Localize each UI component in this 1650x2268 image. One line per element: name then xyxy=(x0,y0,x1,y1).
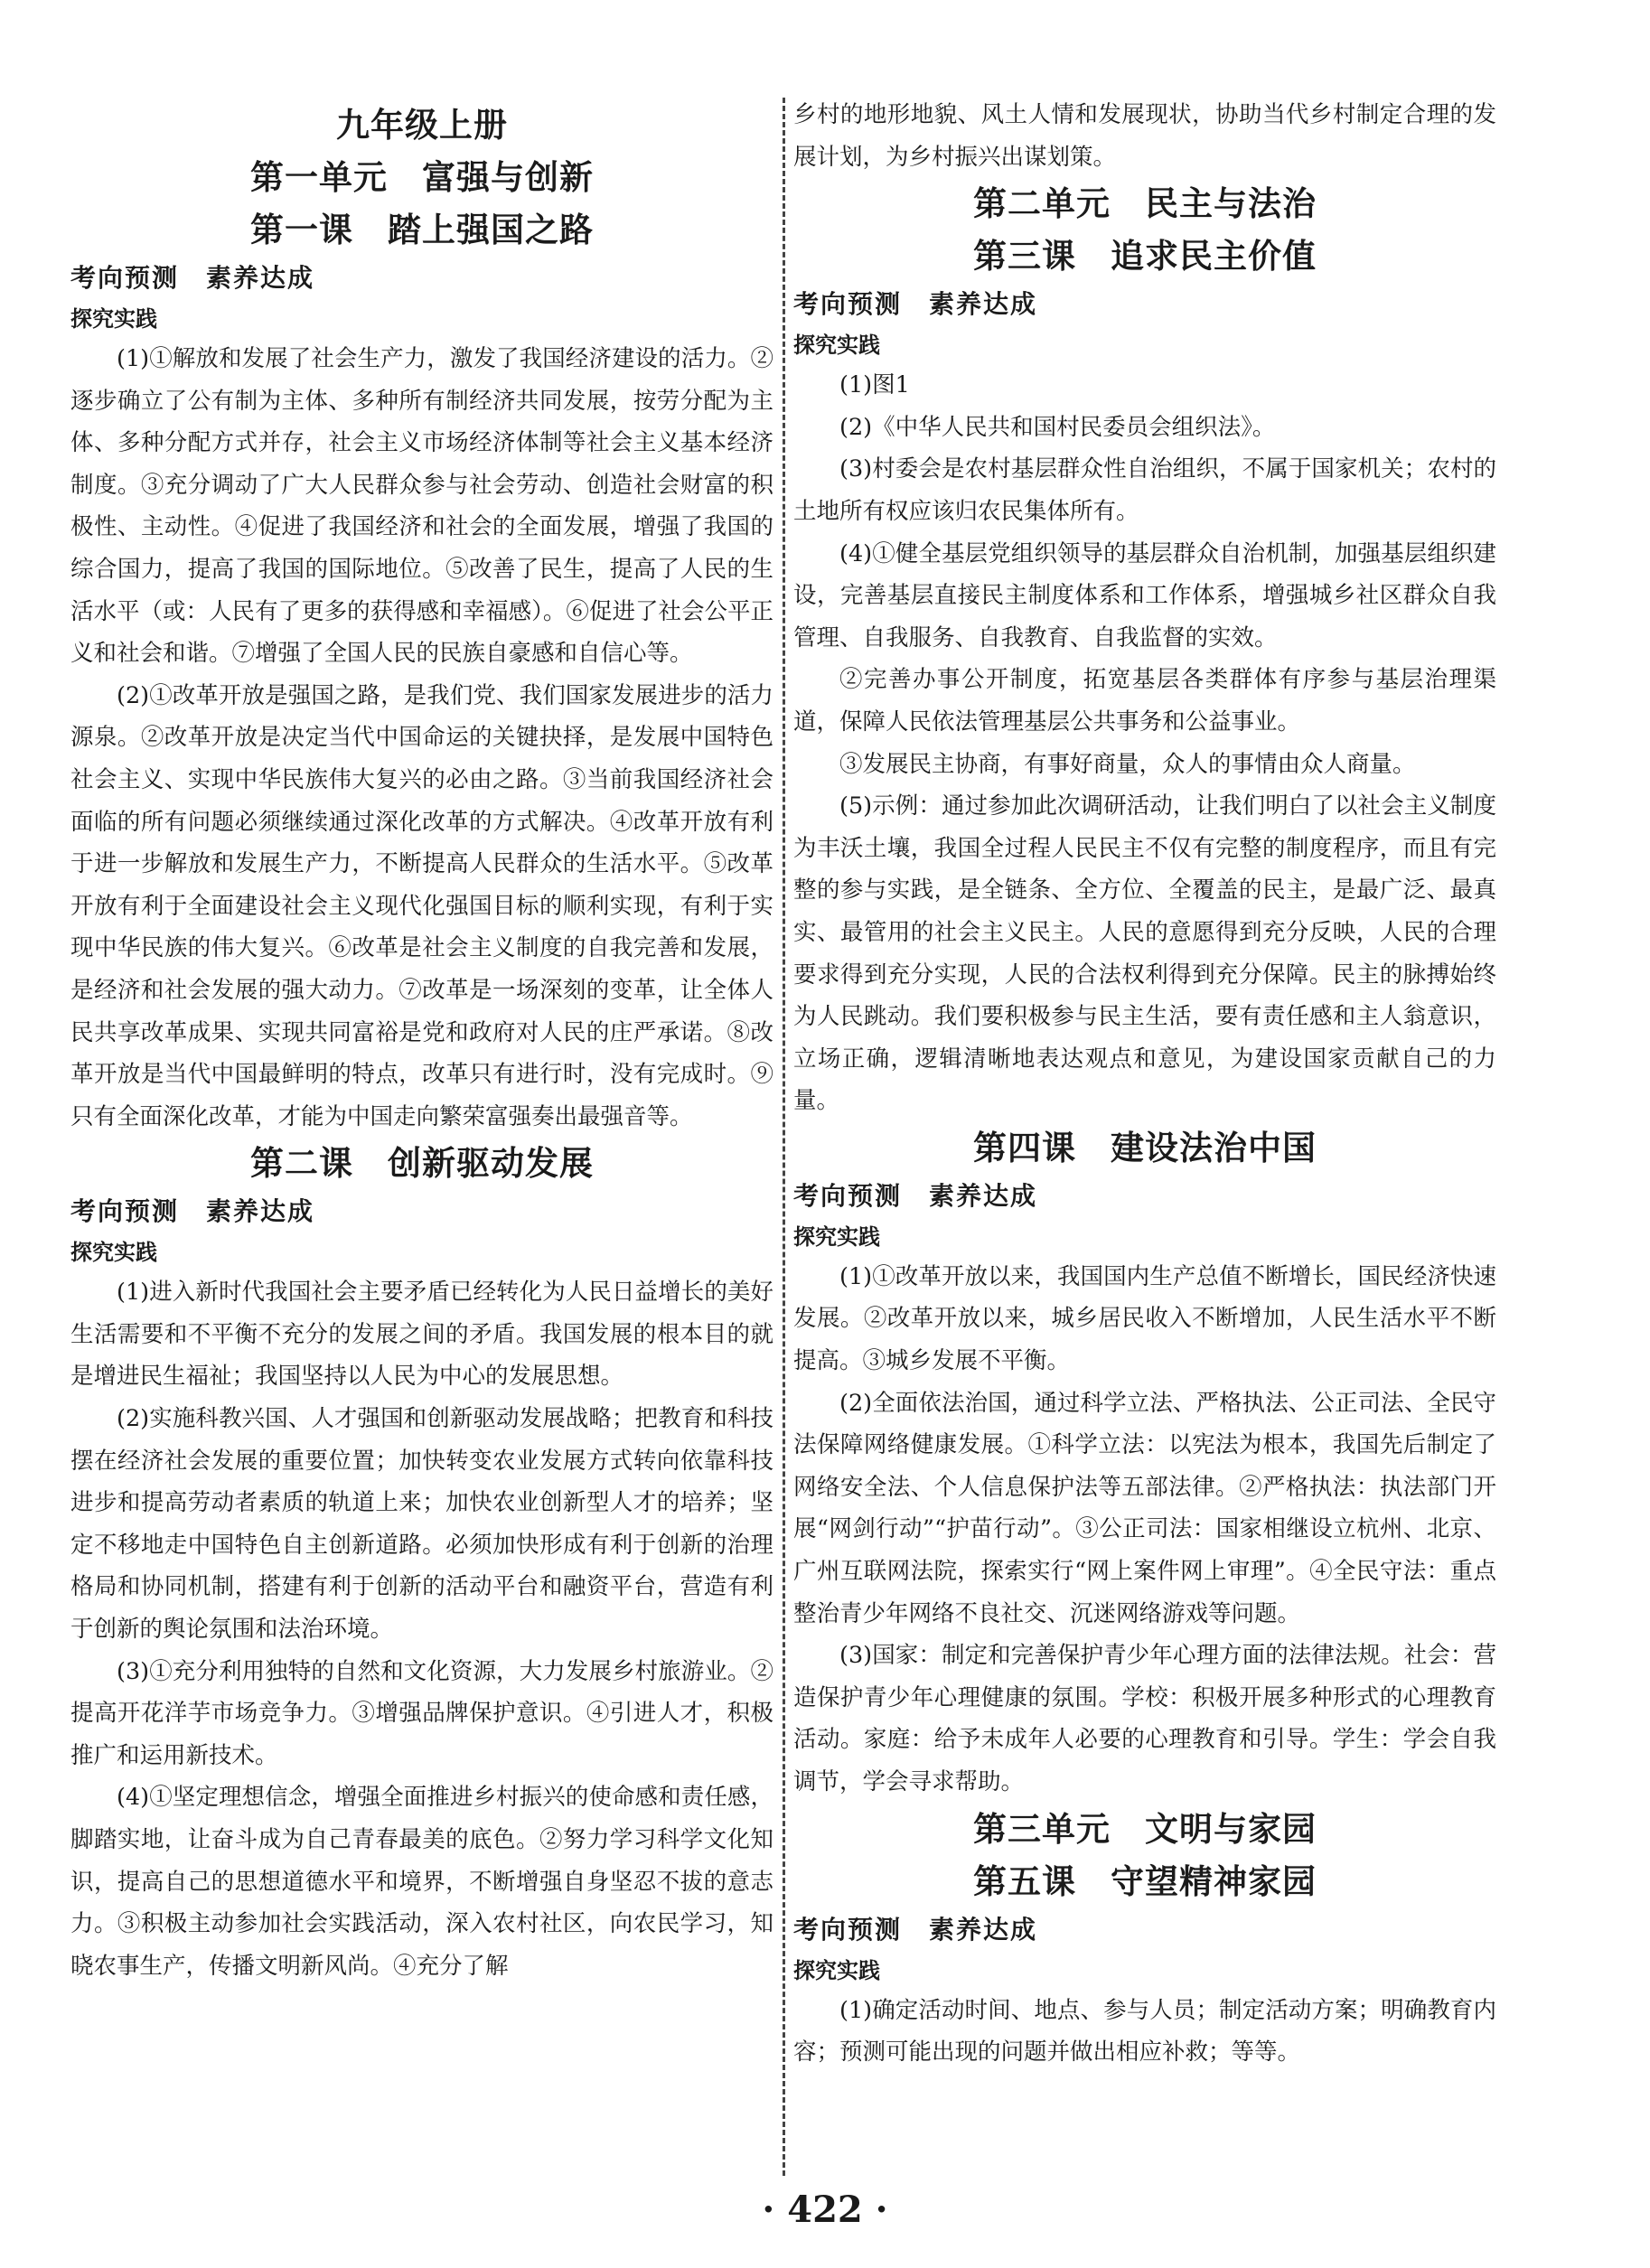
practice-label: 探究实践 xyxy=(793,333,880,359)
lesson-title: 第一课 踏上强国之路 xyxy=(250,211,594,249)
answer-paragraph: ③发展民主协商，有事好商量，众人的事情由众人商量。 xyxy=(839,750,1416,778)
lesson-title: 第二课 创新驱动发展 xyxy=(250,1144,594,1184)
lesson-title: 第三课 追求民主价值 xyxy=(973,237,1317,276)
section-label: 考向预测 素养达成 xyxy=(793,1180,1038,1211)
practice-label: 探究实践 xyxy=(70,1240,157,1266)
answer-paragraph: (2)实施科教兴国、人才强国和创新驱动发展战略；把教育和科技摆在经济社会发展的重要位置；加快转变农业发展方式转向依靠科技进步和提高劳动者素质的轨道上来；加快农业创新型人才的培养；坚定不移地走中国特色自主创新道路。必须加快形成有利于创新的治理格局和协同机制，搭建有利于创新的活动平台和融资平台，营造有利于创新的舆论氛围和法治环境。 xyxy=(70,1405,773,1644)
answer-paragraph: (3)村委会是农村基层群众性自治组织，不属于国家机关；农村的土地所有权应该归农民集体所有。 xyxy=(793,455,1496,525)
answer-paragraph: (1)进入新时代我国社会主要矛盾已经转化为人民日益增长的美好生活需要和不平衡不充分的发展之间的矛盾。我国发展的根本目的就是增进民生福祉；我国坚持以人民为中心的发展思想。 xyxy=(70,1279,773,1391)
answer-paragraph: (4)①坚定理想信念，增强全面推进乡村振兴的使命感和责任感，脚踏实地，让奋斗成为自己青春最美的底色。②努力学习科学文化知识，提高自己的思想道德水平和境界，不断增强自身坚忍不拔的意志力。③积极主动参加社会实践活动，深入农村社区，向农民学习，知晓农事生产，传播文明新风尚。④充分了解 xyxy=(70,1784,773,1980)
book-title: 九年级上册 xyxy=(336,106,508,145)
lesson-title: 第四课 建设法治中国 xyxy=(973,1128,1317,1167)
lesson-title: 第五课 守望精神家园 xyxy=(973,1861,1317,1901)
answer-paragraph: (3)国家：制定和完善保护青少年心理方面的法律法规。社会：营造保护青少年心理健康的氛围。学校：积极开展多种形式的心理教育活动。家庭：给予未成年人必要的心理教育和引导。学生：学会自我调节，学会寻求帮助。 xyxy=(793,1642,1496,1795)
answer-paragraph: (1)图1 xyxy=(839,371,910,399)
column-divider xyxy=(783,98,785,2176)
section-label: 考向预测 素养达成 xyxy=(793,289,1038,320)
answer-paragraph: 乡村的地形地貌、风土人情和发展现状，协助当代乡村制定合理的发展计划，为乡村振兴出谋划策。 xyxy=(793,101,1496,171)
answer-paragraph: (1)①改革开放以来，我国国内生产总值不断增长，国民经济快速发展。②改革开放以来，城乡居民收入不断增加，人民生活水平不断提高。③城乡发展不平衡。 xyxy=(793,1262,1496,1375)
unit-title: 第二单元 民主与法治 xyxy=(973,184,1317,224)
section-label: 考向预测 素养达成 xyxy=(70,263,315,293)
answer-paragraph: (2)全面依法治国，通过科学立法、严格执法、公正司法、全民守法保障网络健康发展。①科学立法：以宪法为根本，我国先后制定了网络安全法、个人信息保护法等五部法律。②严格执法：执法部门开展“网剑行动”“护苗行动”。③公正司法：国家相继设立杭州、北京、广州互联网法院，探索实行“网上案件网上审理”。④全民守法：重点整治青少年网络不良社交、沉迷网络游戏等问题。 xyxy=(793,1389,1496,1627)
answer-paragraph: (2)①改革开放是强国之路，是我们党、我们国家发展进步的活力源泉。②改革开放是决定当代中国命运的关键抉择，是发展中国特色社会主义、实现中华民族伟大复兴的必由之路。③当前我国经济社会面临的所有问题必须继续通过深化改革的方式解决。④改革开放有利于进一步解放和发展生产力，不断提高人民群众的生活水平。⑤改革开放有利于全面建设社会主义现代化强国目标的顺利实现，有利于实现中华民族的伟大复兴。⑥改革是社会主义制度的自我完善和发展，是经济和社会发展的强大动力。⑦改革是一场深刻的变革，让全体人民共享改革成果、实现共同富裕是党和政府对人民的庄严承诺。⑧改革开放是当代中国最鲜明的特点，改革只有进行时，没有完成时。⑨只有全面深化改革，才能为中国走向繁荣富强奏出最强音等。 xyxy=(70,681,773,1130)
answer-paragraph: (5)示例：通过参加此次调研活动，让我们明白了以社会主义制度为丰沃土壤，我国全过程人民民主不仅有完整的制度程序，而且有完整的参与实践，是全链条、全方位、全覆盖的民主，是最广泛、最真实、最管用的社会主义民主。人民的意愿得到充分反映，人民的合理要求得到充分实现，人民的合法权利得到充分保障。民主的脉搏始终为人民跳动。我们要积极参与民主生活，要有责任感和主人翁意识，立场正确，逻辑清晰地表达观点和意见，为建设国家贡献自己的力量。 xyxy=(793,792,1496,1115)
practice-label: 探究实践 xyxy=(793,1957,880,1983)
answer-paragraph: (1)确定活动时间、地点、参与人员；制定活动方案；明确教育内容；预测可能出现的问题并做出相应补救；等等。 xyxy=(793,1996,1496,2067)
left-column xyxy=(70,99,773,1987)
right-column xyxy=(793,94,1496,2074)
answer-paragraph: (4)①健全基层党组织领导的基层群众自治机制，加强基层组织建设，完善基层直接民主制度体系和工作体系，增强城乡社区群众自我管理、自我服务、自我教育、自我监督的实效。 xyxy=(793,539,1496,651)
section-label: 考向预测 素养达成 xyxy=(70,1196,315,1227)
practice-label: 探究实践 xyxy=(70,306,157,332)
page-number: · 422 · xyxy=(762,2188,888,2231)
answer-paragraph: (2)《中华人民共和国村民委员会组织法》。 xyxy=(839,413,1276,441)
section-label: 考向预测 素养达成 xyxy=(793,1914,1038,1945)
practice-label: 探究实践 xyxy=(793,1223,880,1250)
answer-paragraph: ②完善办事公开制度，拓宽基层各类群体有序参与基层治理渠道，保障人民依法管理基层公共事务和公益事业。 xyxy=(793,666,1496,736)
unit-title: 第一单元 富强与创新 xyxy=(250,158,594,197)
answer-paragraph: (1)①解放和发展了社会生产力，激发了我国经济建设的活力。②逐步确立了公有制为主体、多种所有制经济共同发展，按劳分配为主体、多种分配方式并存，社会主义市场经济体制等社会主义基本经济制度。③充分调动了广大人民群众参与社会劳动、创造社会财富的积极性、主动性。④促进了我国经济和社会的全面发展，增强了我国的综合国力，提高了我国的国际地位。⑤改善了民生，提高了人民的生活水平（或：人民有了更多的获得感和幸福感）。⑥促进了社会公平正义和社会和谐。⑦增强了全国人民的民族自豪感和自信心等。 xyxy=(70,345,773,668)
unit-title: 第三单元 文明与家园 xyxy=(973,1809,1317,1849)
answer-paragraph: (3)①充分利用独特的自然和文化资源，大力发展乡村旅游业。②提高开花洋芋市场竞争力。③增强品牌保护意识。④引进人才，积极推广和运用新技术。 xyxy=(70,1657,773,1769)
